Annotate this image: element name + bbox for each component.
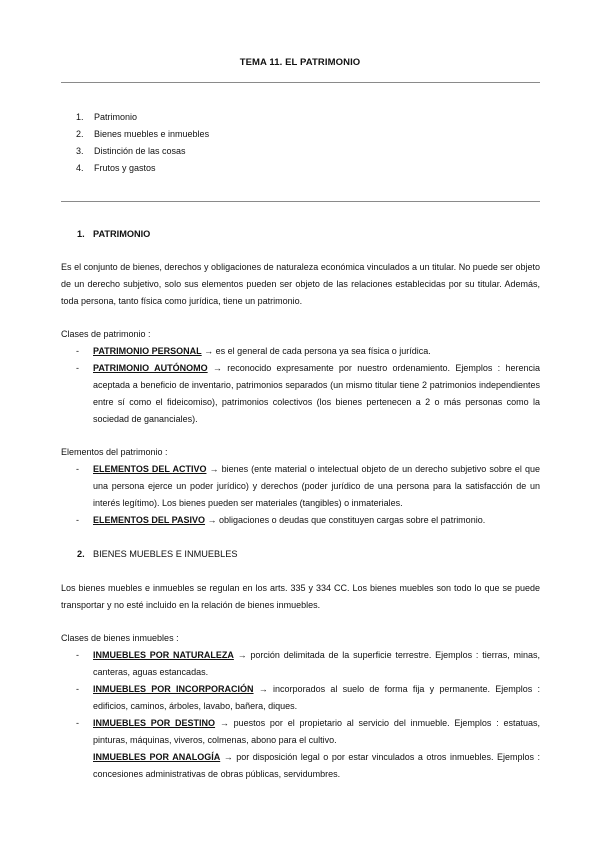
section-heading: 2. BIENES MUEBLES E INMUEBLES xyxy=(77,549,238,559)
bullet-list xyxy=(76,461,540,529)
list-item: - INMUEBLES POR INCORPORACIÓN → incorporados al suelo de forma fija y permanente. Ejemplos : edificios, caminos, árboles, lavabo, bañera, diques. xyxy=(76,684,540,711)
list-item: - PATRIMONIO AUTÓNOMO → reconocido expresamente por nuestro ordenamiento. Ejemplos : herencia aceptada a beneficio de inventario, patrimonios separados (un mismo titular tiene 2 patrimonios independientes entre sí como el fideicomiso), patrimonios colectivos (los bienes pertenecen a 2 o más personas como la sociedad de gananciales). xyxy=(76,363,540,424)
list-label: Clases de patrimonio : xyxy=(61,329,151,339)
divider xyxy=(61,201,540,202)
document-title: TEMA 11. EL PATRIMONIO xyxy=(239,57,361,68)
divider xyxy=(61,82,540,83)
toc-item: 3. Distinción de las cosas xyxy=(76,146,186,156)
section-heading: 1. PATRIMONIO xyxy=(77,229,151,239)
bullet-list xyxy=(76,647,540,783)
list-item: INMUEBLES POR ANALOGÍA → por disposición legal o por estar vinculados a otros inmuebles. Ejemplos : concesiones administrativas de obras públicas, servidumbres. xyxy=(93,752,541,779)
list-item: - ELEMENTOS DEL ACTIVO → bienes (ente material o intelectual objeto de un derecho subjetivo sobre el que una persona ejerce un poder jurídico) y derechos (poder jurídico de una persona para la satisfacción de un interés legítimo). Los bienes pueden ser materiales (tangibles) o inmateriales. xyxy=(76,464,540,508)
bullet-list xyxy=(76,343,540,428)
toc-item: 1. Patrimonio xyxy=(76,112,138,122)
list-item: - ELEMENTOS DEL PASIVO → obligaciones o deudas que constituyen cargas sobre el patrimonio. xyxy=(76,515,486,525)
paragraph: Es el conjunto de bienes, derechos y obligaciones de naturaleza económica vinculados a un titular. No puede ser objeto de un derecho subjetivo, solo sus elementos pueden ser objeto de las relaciones establecidas por su titular. Además, toda persona, tanto física como jurídica, tiene un patrimonio. xyxy=(61,262,540,306)
list-item: - INMUEBLES POR DESTINO → puestos por el propietario al servicio del inmueble. Ejemplos : estatuas, pinturas, máquinas, viveros, colmenas, abono para el cultivo. xyxy=(76,718,540,745)
list-item: - INMUEBLES POR NATURALEZA → porción delimitada de la superficie terrestre. Ejemplos : tierras, minas, canteras, aguas estancadas. xyxy=(76,650,540,677)
list-item: - PATRIMONIO PERSONAL → es el general de cada persona ya sea física o jurídica. xyxy=(76,346,431,356)
list-label: Clases de bienes inmuebles : xyxy=(61,633,179,643)
table-of-contents xyxy=(76,109,209,177)
paragraph: Los bienes muebles e inmuebles se regulan en los arts. 335 y 334 CC. Los bienes muebles son todo lo que se puede transportar y no esté incluido en la relación de bienes inmuebles. xyxy=(61,583,540,610)
toc-item: 2. Bienes muebles e inmuebles xyxy=(76,129,210,139)
toc-item: 4. Frutos y gastos xyxy=(76,163,156,173)
list-label: Elementos del patrimonio : xyxy=(61,447,168,457)
